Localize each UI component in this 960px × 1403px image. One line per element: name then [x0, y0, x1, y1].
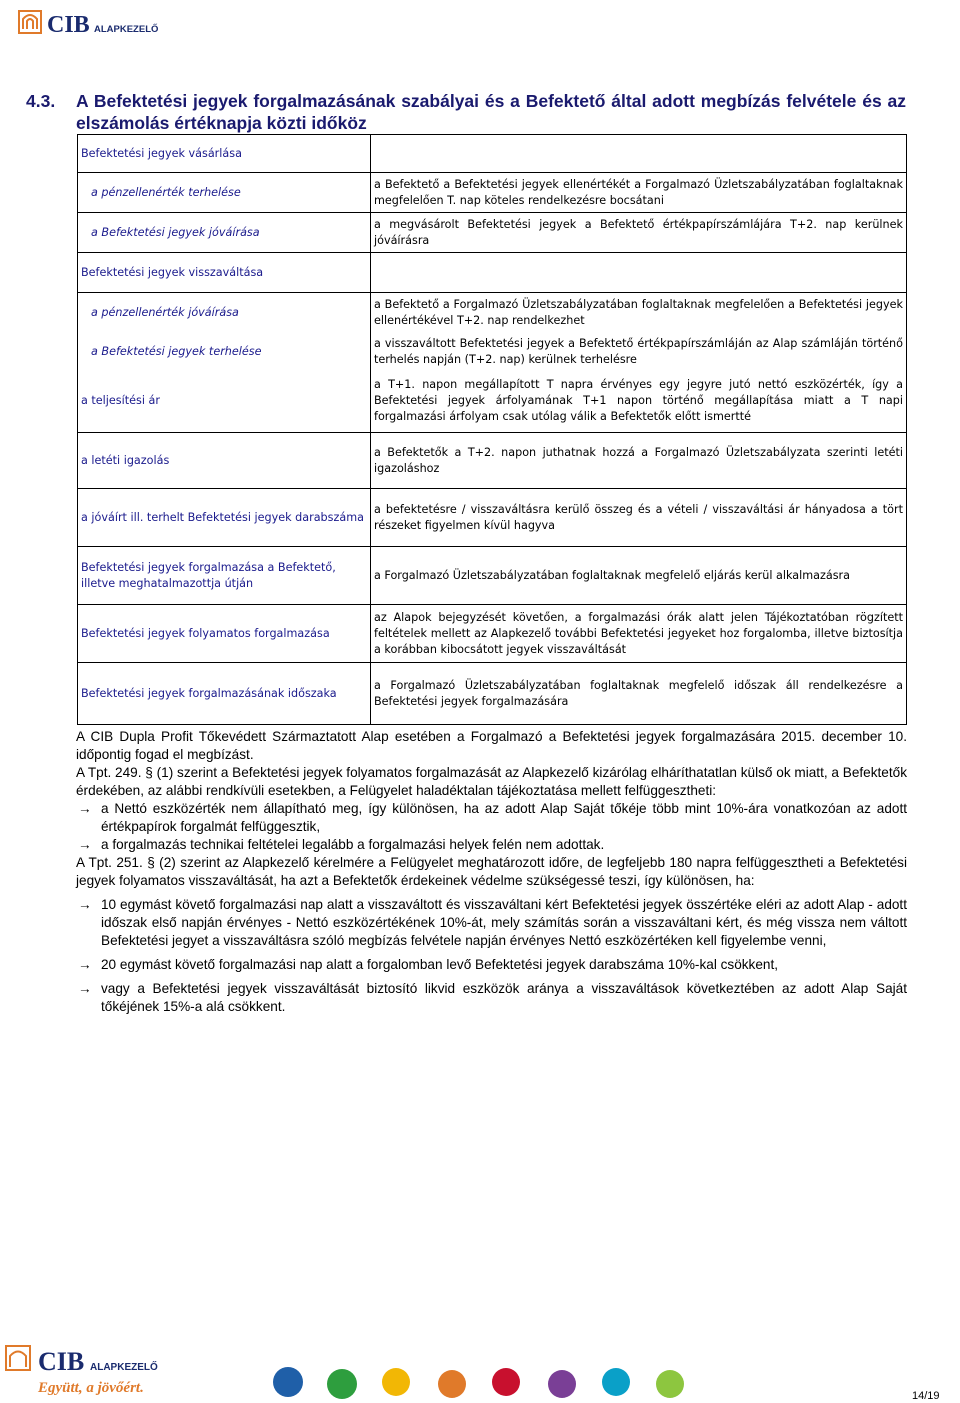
section-heading [26, 90, 906, 134]
list-item: → a forgalmazás technikai feltételei legalább a forgalmazási helyek felén nem adottak. [78, 837, 605, 852]
table-row-label: Befektetési jegyek forgalmazása a Befektető, illetve meghatalmazottja útján [78, 547, 371, 605]
svg-text:Együtt, a jövőért.: Együtt, a jövőért. [38, 1380, 144, 1396]
cib-logo-bottom [2, 1340, 172, 1400]
section-number: 4.3. [26, 91, 56, 111]
table-row-value [371, 135, 907, 173]
table-row-label: a pénzellenérték jóváírása [78, 293, 371, 333]
cib-logo-top [18, 8, 168, 38]
table-row-value: a Befektető a Befektetési jegyek ellenértékét a Forgalmazó Üzletszabályzatában foglaltaknak megfelelően T. nap köteles rendelkezésre bocsátani [371, 173, 907, 213]
svg-text:CIB: CIB [38, 1347, 85, 1376]
paragraph: A Tpt. 249. § (1) szerint a Befektetési jegyek folyamatos forgalmazását az Alapkezelő kizárólag elháríthatatlan külső ok miatt, a Befektetők érdekében, az alábbi rendkívüli esetekben, a Felügyelet haladéktalan tájékoztatása mellett felfüggesztheti: [76, 765, 907, 798]
table-row-label: a jóváírt ill. terhelt Befektetési jegyek darabszáma [78, 489, 371, 547]
table-row-value: a Forgalmazó Üzletszabályzatában foglaltaknak megfelelő eljárás kerül alkalmazásra [371, 547, 907, 605]
table-row-label: a Befektetési jegyek jóváírása [78, 213, 371, 253]
forgalmazas-table [77, 134, 907, 725]
table-row-label: a Befektetési jegyek terhelése [78, 333, 371, 371]
table-row-label: a pénzellenérték terhelése [78, 173, 371, 213]
paragraph: A Tpt. 251. § (2) szerint az Alapkezelő kérelmére a Felügyelet meghatározott időre, de legfeljebb 180 napra felfüggesztheti a Befektetési jegyek folyamatos visszaváltását, ha azt a Befektetők érdekeinek védelme szükségessé teszi, így különösen, ha: [76, 855, 907, 888]
list-item: → 10 egymást követő forgalmazási nap alatt a visszaváltott és visszaváltani kért Befektetési jegyek összértéke eléri az adott Alap - adott időszak első napján érvényes - Nettó eszközértékének 10%-át, mely számítás során a visszaváltani kért, és még vissza nem váltott Befektetési jegyet a visszaváltásra szóló megbízás felvétele napján érvényes Nettó eszközértéken kell figyelembe venni, [78, 897, 907, 948]
arrow-right-icon: → [78, 957, 92, 972]
section-title: A Befektetési jegyek forgalmazásának szabályai és a Befektető által adott megbízás felvétele és az elszámolás értéknapja közti időköz [76, 91, 906, 133]
arrow-right-icon: → [78, 837, 92, 852]
svg-text:ALAPKEZELŐ: ALAPKEZELŐ [90, 1362, 158, 1373]
svg-text:CIB: CIB [47, 12, 90, 38]
table-row-value: a befektetésre / visszaváltásra kerülő összeg és a vételi / visszaváltási ár hányadosa a tört részeket figyelmen kívül hagyva [371, 489, 907, 547]
table-row-value: a megvásárolt Befektetési jegyek a Befektető értékpapírszámlájára T+2. nap kerülnek jóváírásra [371, 213, 907, 253]
list-item: → 20 egymást követő forgalmazási nap alatt a forgalomban levő Befektetési jegyek darabszáma 10%-kal csökkent, [78, 957, 779, 972]
arrow-right-icon: → [78, 981, 92, 996]
arrow-right-icon: → [78, 801, 92, 816]
decorative-dots [262, 1364, 822, 1400]
table-row-value: az Alapok bejegyzését követően, a forgalmazási órák alatt jelen Tájékoztatóban rögzített feltételek mellett az Alapkezelő további Befektetési jegyeket hoz forgalomba, illetve biztosítja a korábban kibocsátott jegyek visszaváltását [371, 605, 907, 663]
table-row-value: a Befektető a Forgalmazó Üzletszabályzatában foglaltaknak megfelelően a Befektetési jegyek ellenértékével T+2. nap rendelkezhet [371, 293, 907, 333]
table-row-value: a Befektetők a T+2. napon juthatnak hozzá a Forgalmazó Üzletszabályzata szerinti letéti igazoláshoz [371, 433, 907, 489]
table-row-value: a T+1. napon megállapított T napra érvényes egy jegyre jutó nettó eszközérték, így a Befektetési jegyek árfolyamának T+1 napon történő megállapítása miatt a T napi forgalmazási árfolyam csak utólag válik a Befektetők előtt ismertté [371, 371, 907, 433]
table-row-value: a visszaváltott Befektetési jegyek a Befektető értékpapírszámláján az Alap számláján történő terhelés napján (T+2. nap) kerülnek terhelésre [371, 333, 907, 371]
table-row-label: Befektetési jegyek forgalmazásának időszaka [78, 663, 371, 725]
arrow-right-icon: → [78, 897, 92, 912]
table-row-value [371, 253, 907, 293]
table-row-value: a Forgalmazó Üzletszabályzatában foglaltaknak megfelelő időszak áll rendelkezésre a Befektetési jegyek forgalmazására [371, 663, 907, 725]
table-row-label: Befektetési jegyek vásárlása [78, 135, 371, 173]
page-number: 14/19 [912, 1390, 940, 1402]
paragraph: A CIB Dupla Profit Tőkevédett Származtatott Alap esetében a Forgalmazó a Befektetési jegyek forgalmazására 2015. december 10. időpontig fogad el megbízást. [76, 729, 907, 762]
table-row-label: Befektetési jegyek folyamatos forgalmazása [78, 605, 371, 663]
table-row-label: a teljesítési ár [78, 371, 371, 433]
table-row-label: Befektetési jegyek visszaváltása [78, 253, 371, 293]
list-item: → a Nettó eszközérték nem állapítható meg, így különösen, ha az adott Alap Saját tőkéje több mint 10%-ára vonatkozóan az adott értékpapírok forgalmát felfüggesztik, [78, 801, 907, 834]
body-text [76, 728, 907, 1016]
svg-text:ALAPKEZELŐ: ALAPKEZELŐ [94, 24, 159, 35]
table-row-label: a letéti igazolás [78, 433, 371, 489]
list-item: → vagy a Befektetési jegyek visszaváltását biztosító likvid eszközök aránya a visszaváltások következtében az adott Alap Saját tőkéjének 15%-a alá csökkent. [78, 981, 907, 1014]
